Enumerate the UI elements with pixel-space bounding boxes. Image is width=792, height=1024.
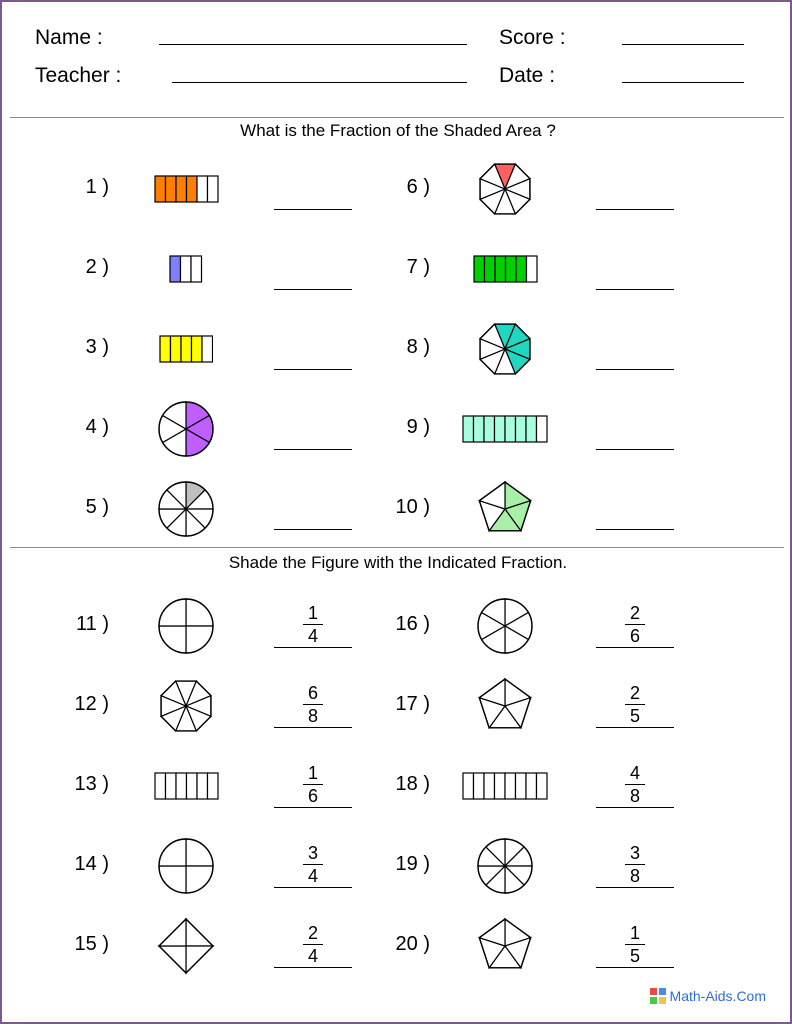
indicated-fraction (620, 922, 650, 967)
fraction-numerator: 3 (629, 843, 640, 863)
answer-line[interactable] (596, 369, 674, 370)
problem-number: 20 ) (395, 933, 430, 955)
teacher-line[interactable] (172, 82, 467, 83)
indicated-fraction (298, 602, 328, 647)
divider-middle (10, 547, 784, 548)
calculator-icon (650, 988, 666, 1004)
problem-number: 5 ) (85, 496, 109, 518)
answer-line (274, 807, 352, 808)
fraction-numerator: 2 (307, 923, 318, 943)
fraction-figure-octagon (476, 160, 534, 218)
fraction-figure-circle[interactable] (476, 837, 534, 895)
problem-number: 14 ) (74, 853, 109, 875)
divider-top (10, 117, 784, 118)
name-label: Name : (35, 26, 103, 49)
section2-title: Shade the Figure with the Indicated Fraction. (228, 553, 568, 572)
fraction-figure-circle[interactable] (157, 597, 215, 655)
problem-number: 16 ) (395, 613, 430, 635)
answer-line[interactable] (596, 289, 674, 290)
fraction-figure-rect (159, 335, 214, 363)
fraction-figure-circle[interactable] (476, 597, 534, 655)
fraction-figure-rect (154, 175, 219, 203)
fraction-figure-circle (157, 400, 215, 458)
answer-line (274, 967, 352, 968)
fraction-numerator: 6 (307, 683, 318, 703)
answer-line[interactable] (274, 209, 352, 210)
fraction-figure-circle[interactable] (157, 837, 215, 895)
date-label: Date : (499, 64, 556, 87)
answer-line[interactable] (596, 209, 674, 210)
fraction-numerator: 4 (629, 763, 640, 783)
fraction-numerator: 2 (629, 603, 640, 623)
indicated-fraction (620, 682, 650, 727)
indicated-fraction (298, 682, 328, 727)
indicated-fraction (620, 762, 650, 807)
name-line[interactable] (159, 44, 467, 45)
indicated-fraction (620, 602, 650, 647)
problem-number: 11 ) (76, 613, 109, 635)
fraction-denominator: 8 (629, 786, 640, 806)
answer-line (596, 727, 674, 728)
fraction-figure-octagon (476, 320, 534, 378)
fraction-figure-pentagon[interactable] (476, 917, 534, 975)
problem-number: 17 ) (395, 693, 430, 715)
answer-line[interactable] (274, 289, 352, 290)
answer-line[interactable] (274, 449, 352, 450)
fraction-denominator: 6 (307, 786, 318, 806)
problem-number: 2 ) (85, 256, 109, 278)
fraction-denominator: 5 (629, 706, 640, 726)
fraction-numerator: 1 (629, 923, 640, 943)
fraction-denominator: 4 (307, 866, 318, 886)
fraction-figure-rect (169, 255, 203, 283)
answer-line[interactable] (596, 529, 674, 530)
problem-number: 1 ) (85, 176, 109, 198)
score-label: Score : (499, 26, 566, 49)
fraction-figure-rect[interactable] (462, 772, 548, 800)
problem-number: 19 ) (395, 853, 430, 875)
fraction-figure-rect (473, 255, 538, 283)
indicated-fraction (298, 842, 328, 887)
indicated-fraction (298, 922, 328, 967)
problem-number: 6 ) (406, 176, 430, 198)
fraction-figure-pentagon (476, 480, 534, 538)
section1-title: What is the Fraction of the Shaded Area ? (240, 121, 556, 140)
fraction-numerator: 3 (307, 843, 318, 863)
answer-line (274, 887, 352, 888)
problem-number: 15 ) (74, 933, 109, 955)
fraction-figure-rect[interactable] (154, 772, 219, 800)
fraction-denominator: 8 (307, 706, 318, 726)
answer-line[interactable] (274, 529, 352, 530)
problem-number: 12 ) (74, 693, 109, 715)
answer-line[interactable] (596, 449, 674, 450)
math-aids-logo (650, 988, 766, 1004)
problem-number: 4 ) (85, 416, 109, 438)
problem-number: 9 ) (406, 416, 430, 438)
fraction-figure-pentagon[interactable] (476, 677, 534, 735)
answer-line (596, 887, 674, 888)
fraction-numerator: 1 (307, 603, 318, 623)
fraction-denominator: 6 (629, 626, 640, 646)
fraction-figure-rect (462, 415, 548, 443)
fraction-denominator: 4 (307, 946, 318, 966)
fraction-numerator: 2 (629, 683, 640, 703)
fraction-denominator: 5 (629, 946, 640, 966)
problem-number: 3 ) (85, 336, 109, 358)
answer-line (596, 807, 674, 808)
fraction-figure-octagon[interactable] (157, 677, 215, 735)
answer-line (596, 647, 674, 648)
indicated-fraction (298, 762, 328, 807)
problem-number: 10 ) (395, 496, 430, 518)
problem-number: 13 ) (74, 773, 109, 795)
problem-number: 8 ) (406, 336, 430, 358)
answer-line (274, 647, 352, 648)
fraction-figure-diamond[interactable] (157, 917, 215, 975)
answer-line (274, 727, 352, 728)
fraction-denominator: 4 (307, 626, 318, 646)
problem-number: 18 ) (395, 773, 430, 795)
score-line[interactable] (622, 44, 744, 45)
fraction-denominator: 8 (629, 866, 640, 886)
logo-text: Math-Aids.Com (669, 988, 766, 1004)
answer-line (596, 967, 674, 968)
fraction-figure-circle (157, 480, 215, 538)
indicated-fraction (620, 842, 650, 887)
teacher-label: Teacher : (35, 64, 122, 87)
answer-line[interactable] (274, 369, 352, 370)
problem-number: 7 ) (406, 256, 430, 278)
date-line[interactable] (622, 82, 744, 83)
fraction-numerator: 1 (307, 763, 318, 783)
